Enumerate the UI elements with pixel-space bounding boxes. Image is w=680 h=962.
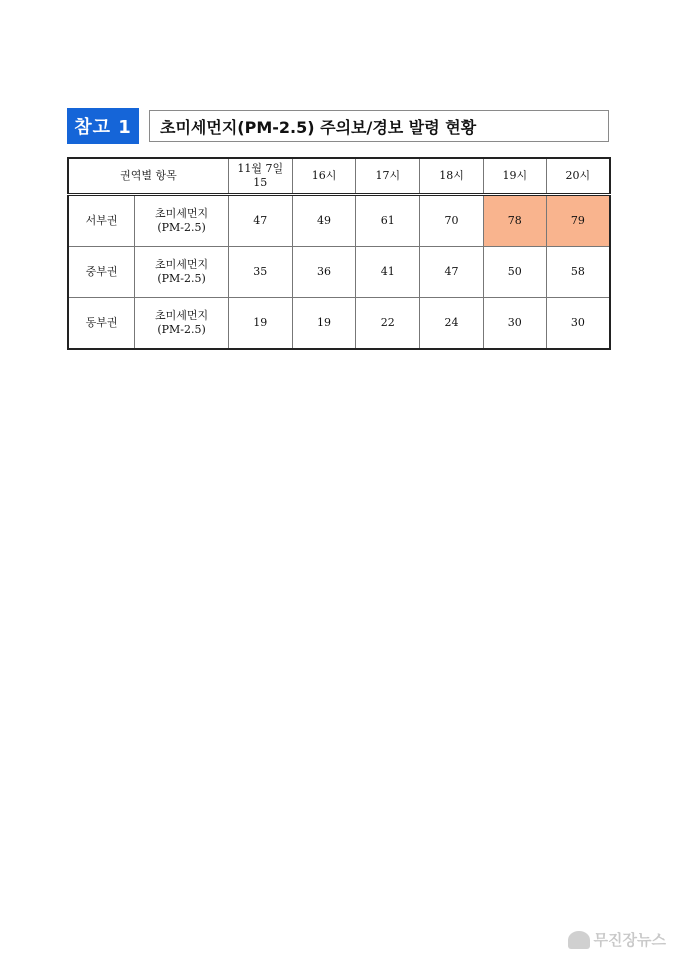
value-cell: 22 [356,298,420,350]
region-cell: 중부권 [68,247,135,298]
value-cell: 35 [228,247,292,298]
value-cell-highlighted: 78 [483,195,546,247]
pm25-status-table [67,157,611,350]
table-header-row [68,158,610,195]
value-cell: 19 [292,298,356,350]
value-cell: 30 [483,298,546,350]
value-cell: 19 [228,298,292,350]
header-time-4: 19시 [483,158,546,195]
region-cell: 서부권 [68,195,135,247]
item-cell: 초미세먼지 (PM-2.5) [135,298,229,350]
table-row-west [68,195,610,247]
watermark-text: 무진장뉴스 [593,931,666,949]
header-time-3: 18시 [420,158,484,195]
value-cell: 50 [483,247,546,298]
value-cell: 47 [420,247,484,298]
value-cell: 24 [420,298,484,350]
item-cell: 초미세먼지 (PM-2.5) [135,247,229,298]
item-cell: 초미세먼지 (PM-2.5) [135,195,229,247]
section-header [67,108,611,144]
value-cell: 58 [546,247,610,298]
header-time-0: 11월 7일 15 [228,158,292,195]
value-cell: 36 [292,247,356,298]
table-row-central [68,247,610,298]
watermark [568,929,666,950]
reference-badge: 참고 1 [67,108,139,144]
value-cell: 61 [356,195,420,247]
value-cell: 47 [228,195,292,247]
region-cell: 동부권 [68,298,135,350]
value-cell: 30 [546,298,610,350]
header-time-2: 17시 [356,158,420,195]
value-cell: 41 [356,247,420,298]
value-cell: 49 [292,195,356,247]
watermark-logo-icon [568,931,590,949]
value-cell: 70 [420,195,484,247]
header-time-5: 20시 [546,158,610,195]
header-region-item: 권역별 항목 [68,158,228,195]
page-title: 초미세먼지(PM-2.5) 주의보/경보 발령 현황 [149,110,609,142]
value-cell-highlighted: 79 [546,195,610,247]
table-row-east [68,298,610,350]
header-time-1: 16시 [292,158,356,195]
